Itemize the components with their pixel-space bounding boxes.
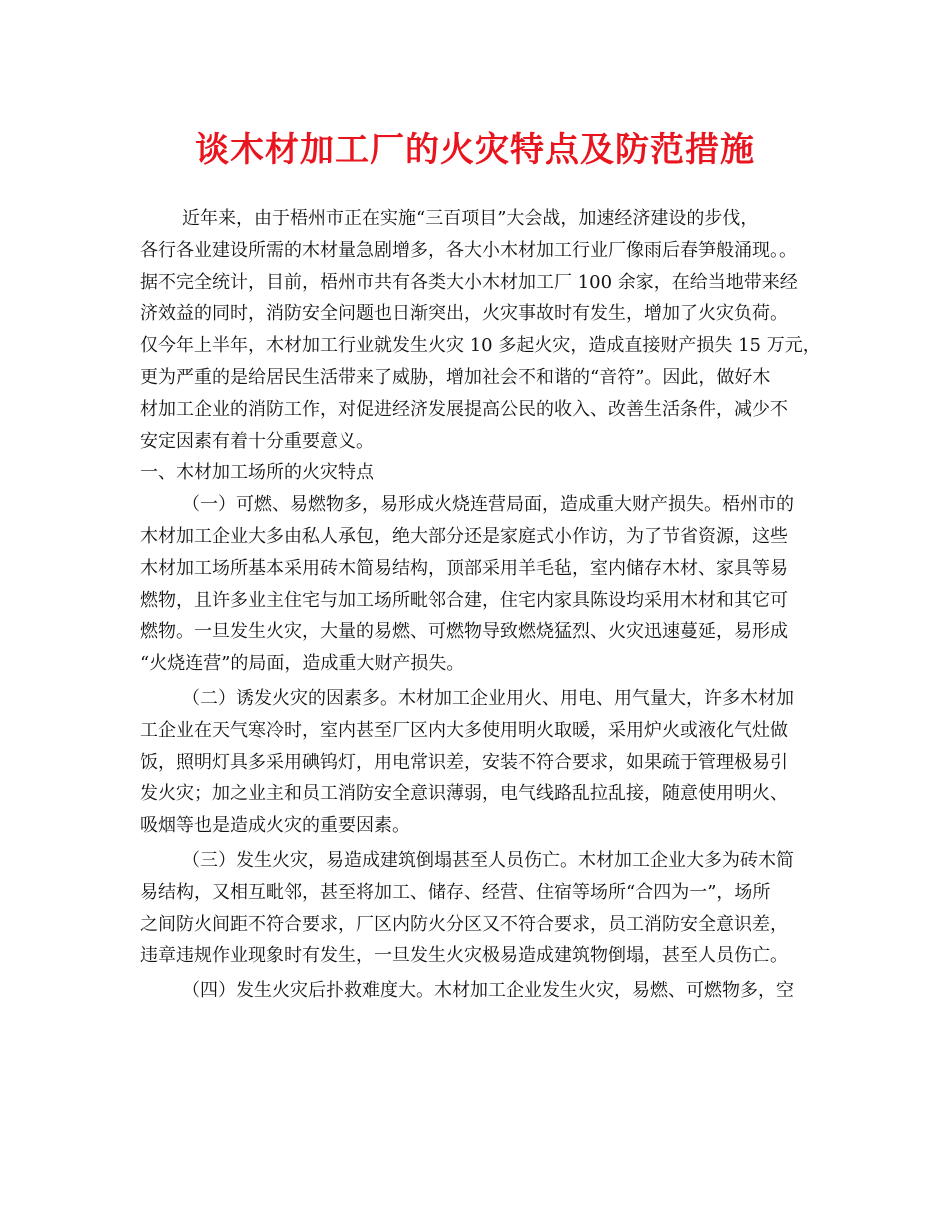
text-line: 燃物，且许多业主住宅与加工场所毗邻合建，住宅内家具陈设均采用木材和其它可 — [140, 589, 788, 611]
text-line: （一）可燃、易燃物多，易形成火烧连营局面，造成重大财产损失。梧州市的 — [182, 494, 794, 516]
text-line: 据不完全统计，目前，梧州市共有各类大小木材加工厂 100 余家，在给当地带来经 — [140, 271, 798, 293]
text-line: 一、木材加工场所的火灾特点 — [140, 462, 374, 484]
text-line: 济效益的同时，消防安全问题也日渐突出，火灾事故时有发生，增加了火灾负荷。 — [140, 303, 788, 325]
text-line: 各行各业建设所需的木材量急剧增多，各大小木材加工行业厂像雨后春笋般涌现。。 — [140, 239, 797, 261]
text-line: 吸烟等也是造成火灾的重要因素。 — [140, 815, 410, 837]
text-line: 发火灾；加之业主和员工消防安全意识薄弱，电气线路乱拉乱接，随意使用明火、 — [140, 783, 788, 805]
text-line: 易结构，又相互毗邻，甚至将加工、储存、经营、住宿等场所“合四为一”，场所 — [140, 881, 771, 903]
text-line: 之间防火间距不符合要求，厂区内防火分区又不符合要求，员工消防安全意识差， — [140, 913, 788, 935]
text-line: 更为严重的是给居民生活带来了威胁，增加社会不和谐的“音符”。因此，做好木 — [140, 366, 771, 388]
text-line: “火烧连营”的局面，造成重大财产损失。 — [140, 653, 465, 675]
text-line: 违章违规作业现象时有发生，一旦发生火灾极易造成建筑物倒塌，甚至人员伤亡。 — [140, 945, 788, 967]
document-title: 谈木材加工厂的火灾特点及防范措施 — [195, 130, 755, 170]
text-line: （四）发生火灾后扑救难度大。木材加工企业发生火灾，易燃、可燃物多，空 — [182, 980, 794, 1002]
text-line: （三）发生火灾，易造成建筑倒塌甚至人员伤亡。木材加工企业大多为砖木简 — [182, 849, 794, 871]
text-line: 工企业在天气寒冷时，室内甚至厂区内大多使用明火取暖，采用炉火或液化气灶做 — [140, 719, 788, 741]
text-line: 安定因素有着十分重要意义。 — [140, 430, 374, 452]
text-line: 近年来，由于梧州市正在实施“三百项目”大会战，加速经济建设的步伐， — [182, 208, 759, 229]
text-line: 木材加工企业大多由私人承包，绝大部分还是家庭式小作访，为了节省资源，这些 — [140, 525, 788, 547]
text-line: 饭，照明灯具多采用碘钨灯，用电常识差，安装不符合要求，如果疏于管理极易引 — [140, 751, 788, 773]
text-line: 材加工企业的消防工作，对促进经济发展提高公民的收入、改善生活条件，减少不 — [140, 398, 788, 420]
text-line: （二）诱发火灾的因素多。木材加工企业用火、用电、用气量大，许多木材加 — [182, 687, 794, 709]
text-line: 仅今年上半年，木材加工行业就发生火灾 10 多起火灾，造成直接财产损失 15 万元， — [140, 335, 821, 357]
document-body — [140, 203, 840, 1007]
text-line: 木材加工场所基本采用砖木简易结构，顶部采用羊毛毡，室内储存木材、家具等易 — [140, 557, 788, 579]
text-line: 燃物。一旦发生火灾，大量的易燃、可燃物导致燃烧猛烈、火灾迅速蔓延，易形成 — [140, 621, 788, 643]
